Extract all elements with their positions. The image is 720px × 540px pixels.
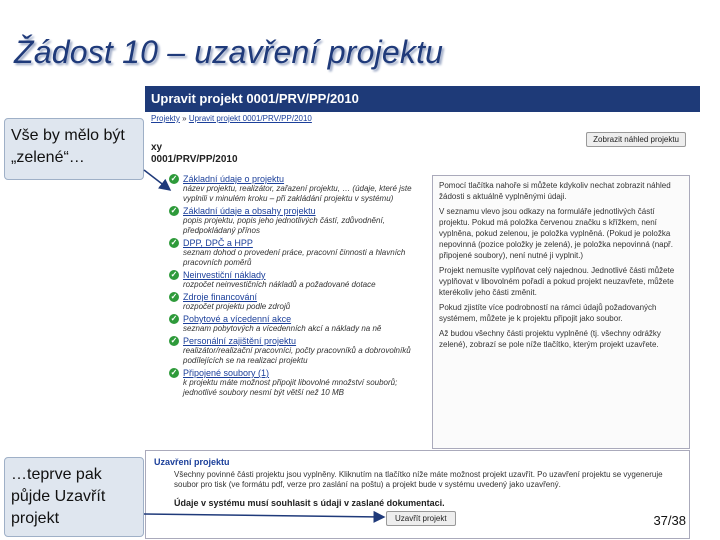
check-desc: k projektu máte možnost připojit libovolné množství souborů; jednotlivé soubory nesmí být větší než 10 MB	[183, 378, 398, 397]
check-desc: rozpočet projektu podle zdrojů	[183, 302, 291, 311]
breadcrumb-current[interactable]: Upravit projekt 0001/PRV/PP/2010	[188, 114, 312, 123]
check-link[interactable]: Personální zajištění projektu	[183, 336, 297, 346]
callout-bottom: …teprve pak půjde Uzavřít projekt	[4, 457, 144, 537]
project-name: xy	[151, 142, 163, 153]
preview-button[interactable]: Zobrazit náhled projektu	[586, 132, 686, 147]
help-paragraph: Až budou všechny části projektu vyplněné (tj. všechny odrážky zelené), zobrazí se pole níže tlačítko, kterým projekt uzavřete.	[439, 329, 661, 349]
check-link[interactable]: Připojené soubory (1)	[183, 368, 270, 378]
page-number: 37/38	[653, 513, 686, 528]
project-code: 0001/PRV/PP/2010	[151, 154, 238, 165]
close-section-question: Údaje v systému musí souhlasit s údaji v zaslané dokumentaci.	[174, 498, 445, 508]
help-paragraph: Projekt nemusíte vyplňovat celý najednou. Jednotlivé části můžete vyplňovat v libovolném pořadí a pokud projekt neuzavřete, můžete kterékoliv jeho části změnit.	[439, 266, 675, 297]
check-icon: ✓	[170, 292, 178, 301]
check-desc: rozpočet neinvestičních nákladů a požadované dotace	[183, 280, 376, 289]
check-icon: ✓	[170, 368, 178, 377]
breadcrumb-link-projects[interactable]: Projekty	[151, 114, 180, 123]
close-project-button[interactable]: Uzavřít projekt	[386, 511, 456, 526]
check-icon: ✓	[170, 314, 178, 323]
check-desc: popis projektu, popis jeho jednotlivých částí, zdůvodnění, předpokládaný přínos	[183, 216, 385, 235]
check-link[interactable]: Zdroje financování	[183, 292, 258, 302]
help-paragraph: Pokud zjistíte více podrobností na rámci údajů požadovaných systémem, můžete je k projektu připojit jako soubor.	[439, 303, 657, 323]
help-paragraph: Pomocí tlačítka nahoře si můžete kdykoliv nechat zobrazit náhled žádosti s aktuálně vyplněnými údaji.	[439, 181, 671, 201]
check-icon: ✓	[170, 174, 178, 183]
help-paragraph: V seznamu vlevo jsou odkazy na formuláře jednotlivých částí projektu. Pokud má položka červenou značku s křížkem, není vyplněna, pokud zelenou, je položka vyplněná. (Pokud je položka nepovinná (pozice položky je zelená), je položka nepovinná (např. připojené soubory), není nutné ji vyplnit.)	[439, 207, 673, 260]
callout-top: Vše by mělo být „zelené“…	[4, 118, 144, 180]
check-desc: seznam dohod o provedení práce, pracovní činnosti a hlavních pracovních poměrů	[183, 248, 406, 267]
check-desc: seznam pobytových a vícedenních akcí a náklady na ně	[183, 324, 382, 333]
close-section-text: Všechny povinné části projektu jsou vyplněny. Kliknutím na tlačítko níže máte možnost projekt uzavřít. Po uzavření projektu se vygeneruje soubor pro tisk (ve formátu pdf, verze pro zaslání na poštu) a projekt bude v systému uvedený jako uzavřený.	[174, 470, 663, 489]
page-header: Upravit projekt 0001/PRV/PP/2010	[145, 86, 700, 112]
check-icon: ✓	[170, 206, 178, 215]
check-link[interactable]: DPP, DPČ a HPP	[183, 238, 253, 248]
check-icon: ✓	[170, 270, 178, 279]
check-link[interactable]: Neinvestiční náklady	[183, 270, 266, 280]
close-section-title: Uzavření projektu	[154, 457, 230, 467]
check-icon: ✓	[170, 336, 178, 345]
slide-title: Žádost 10 – uzavření projektu	[14, 34, 444, 70]
check-link[interactable]: Základní údaje o projektu	[183, 174, 285, 184]
check-desc: název projektu, realizátor, zařazení projektu, … (údaje, které jste vyplnili v minulém kroku – při zakládání projektu v systému)	[183, 184, 412, 203]
check-desc: realizátor/realizační pracovníci, počty pracovníků a dobrovolníků podílejících se na realizaci projektu	[183, 346, 411, 365]
breadcrumb-separator: »	[182, 114, 187, 123]
check-link[interactable]: Základní údaje a obsahy projektu	[183, 206, 316, 216]
check-icon: ✓	[170, 238, 178, 247]
check-link[interactable]: Pobytové a vícedenní akce	[183, 314, 292, 324]
